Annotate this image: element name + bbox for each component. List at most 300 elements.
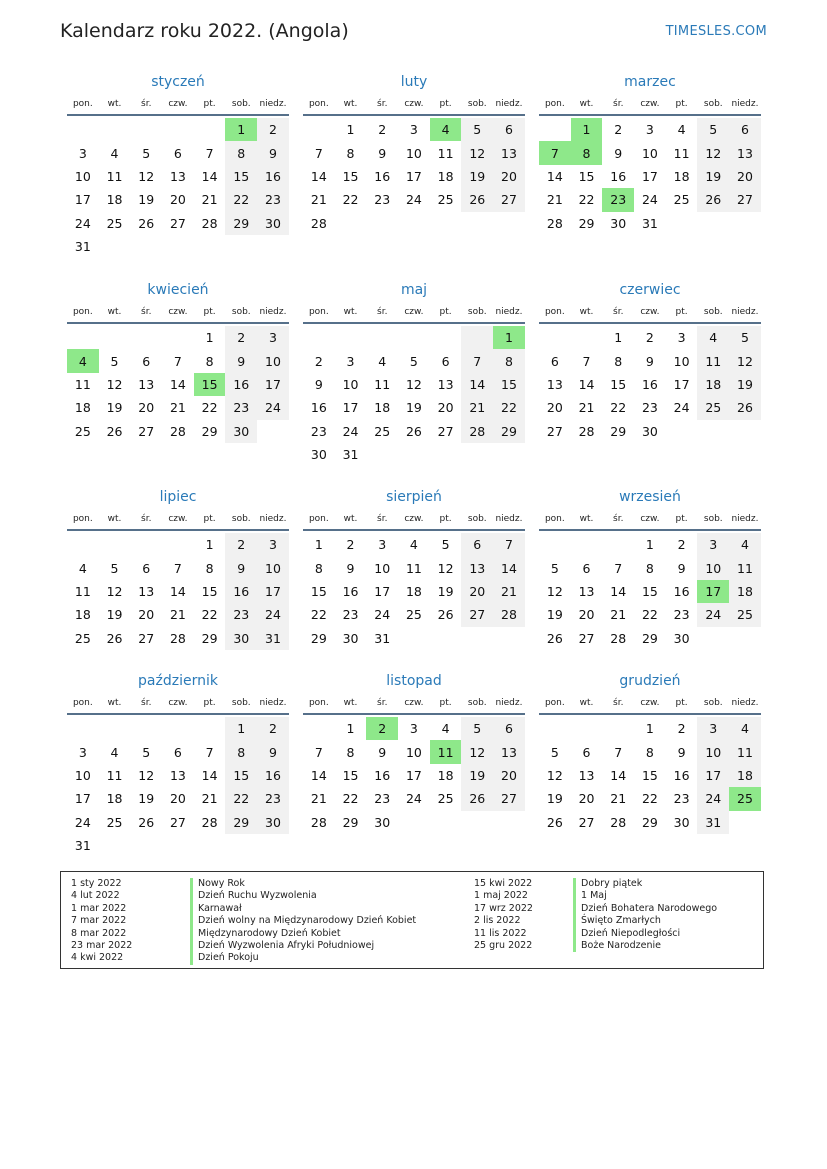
empty-day-cell — [130, 326, 162, 349]
day-cell: 27 — [138, 630, 155, 646]
month-block — [67, 72, 289, 258]
day-cell: 3 — [257, 326, 289, 349]
day-cell: 7 — [205, 744, 214, 760]
weekday-label: niedz. — [259, 99, 287, 109]
day-cell: 14 — [578, 376, 595, 392]
day-cell: 18 — [106, 791, 123, 807]
day-cell: 5 — [409, 353, 418, 369]
month-name: styczeń — [151, 74, 205, 90]
weekday-label: wt. — [343, 698, 358, 708]
weekday-label: śr. — [141, 514, 152, 524]
legend-right-names — [573, 878, 717, 952]
legend-date: 25 gru 2022 — [474, 939, 533, 951]
weekday-label: sob. — [467, 307, 487, 317]
day-cell: 20 — [138, 607, 155, 623]
day-cell: 17 — [257, 373, 289, 396]
day-cell: 3 — [697, 533, 729, 556]
day-cell: 27 — [493, 787, 525, 810]
day-cell: 3 — [78, 145, 87, 161]
holiday-day-cell: 1 — [225, 118, 257, 141]
day-cell: 22 — [641, 607, 658, 623]
day-cell: 30 — [673, 814, 690, 830]
weekday-label: pt. — [675, 307, 688, 317]
day-cell: 25 — [374, 423, 391, 439]
day-cell: 27 — [578, 814, 595, 830]
weekday-label: niedz. — [495, 514, 523, 524]
day-cell: 6 — [729, 118, 761, 141]
empty-day-cell — [130, 118, 162, 141]
day-cell: 2 — [645, 330, 654, 346]
legend-date: 17 wrz 2022 — [474, 902, 533, 914]
day-cell: 10 — [405, 145, 422, 161]
day-cell: 18 — [729, 580, 761, 603]
day-cell: 16 — [641, 376, 658, 392]
day-cell: 12 — [138, 767, 155, 783]
weekday-header — [67, 695, 289, 715]
days-grid — [539, 533, 761, 650]
weekday-label: wt. — [107, 99, 122, 109]
day-cell: 20 — [546, 400, 563, 416]
day-cell: 13 — [493, 141, 525, 164]
day-cell: 21 — [169, 400, 186, 416]
day-cell: 18 — [74, 400, 91, 416]
weekday-label: wt. — [579, 307, 594, 317]
day-cell: 7 — [614, 560, 623, 576]
day-cell: 29 — [225, 811, 257, 834]
day-cell: 2 — [257, 717, 289, 740]
weekday-label: śr. — [377, 514, 388, 524]
day-cell: 29 — [225, 212, 257, 235]
empty-day-cell — [571, 326, 603, 349]
day-cell: 6 — [550, 353, 559, 369]
legend-date: 11 lis 2022 — [474, 927, 527, 939]
day-cell: 31 — [74, 239, 91, 255]
month-block — [539, 72, 761, 235]
weekday-label: śr. — [613, 307, 624, 317]
day-cell: 6 — [461, 533, 493, 556]
day-cell: 30 — [225, 627, 257, 650]
day-cell: 23 — [225, 396, 257, 419]
day-cell: 4 — [110, 145, 119, 161]
day-cell: 1 — [205, 330, 214, 346]
day-cell: 12 — [461, 141, 493, 164]
month-name: sierpień — [386, 489, 442, 505]
day-cell: 8 — [614, 353, 623, 369]
day-cell: 7 — [493, 533, 525, 556]
day-cell: 17 — [641, 168, 658, 184]
day-cell: 22 — [493, 396, 525, 419]
empty-day-cell — [571, 717, 603, 740]
day-cell: 17 — [405, 767, 422, 783]
day-cell: 16 — [610, 168, 627, 184]
day-cell: 27 — [138, 423, 155, 439]
day-cell: 19 — [138, 791, 155, 807]
day-cell: 12 — [729, 349, 761, 372]
empty-day-cell — [303, 717, 335, 740]
day-cell: 27 — [729, 188, 761, 211]
day-cell: 11 — [729, 740, 761, 763]
day-cell: 19 — [461, 165, 493, 188]
month-name: lipiec — [159, 489, 197, 505]
weekday-label: wt. — [579, 99, 594, 109]
empty-day-cell — [130, 533, 162, 556]
days-grid — [539, 118, 761, 235]
day-cell: 2 — [346, 537, 355, 553]
legend-holiday-name: Święto Zmarłych — [581, 915, 661, 927]
day-cell: 2 — [378, 122, 387, 138]
weekday-header — [539, 695, 761, 715]
month-block — [539, 671, 761, 834]
day-cell: 2 — [614, 122, 623, 138]
day-cell: 20 — [169, 192, 186, 208]
day-cell: 5 — [142, 744, 151, 760]
weekday-label: śr. — [141, 99, 152, 109]
weekday-label: pon. — [308, 99, 329, 109]
day-cell: 5 — [729, 326, 761, 349]
day-cell: 26 — [461, 787, 493, 810]
weekday-label: czw. — [404, 307, 424, 317]
day-cell: 7 — [314, 744, 323, 760]
day-cell: 30 — [225, 420, 257, 443]
day-cell: 23 — [342, 607, 359, 623]
day-cell: 14 — [610, 583, 627, 599]
day-cell: 4 — [78, 560, 87, 576]
weekday-label: czw. — [168, 99, 188, 109]
days-grid — [303, 717, 525, 834]
day-cell: 4 — [729, 533, 761, 556]
legend-right-dates — [474, 878, 533, 952]
day-cell: 29 — [610, 423, 627, 439]
day-cell: 25 — [405, 607, 422, 623]
day-cell: 13 — [546, 376, 563, 392]
weekday-label: pt. — [675, 99, 688, 109]
day-cell: 31 — [641, 215, 658, 231]
month-name: maj — [400, 282, 428, 298]
day-cell: 21 — [546, 192, 563, 208]
weekday-label: pt. — [439, 514, 452, 524]
day-cell: 10 — [257, 556, 289, 579]
day-cell: 30 — [257, 212, 289, 235]
day-cell: 14 — [169, 583, 186, 599]
day-cell: 18 — [437, 767, 454, 783]
day-cell: 6 — [142, 560, 151, 576]
weekday-label: czw. — [640, 698, 660, 708]
day-cell: 30 — [641, 423, 658, 439]
day-cell: 10 — [374, 560, 391, 576]
day-cell: 2 — [314, 353, 323, 369]
day-cell: 7 — [173, 353, 182, 369]
day-cell: 14 — [310, 767, 327, 783]
weekday-header — [67, 304, 289, 324]
day-cell: 29 — [342, 814, 359, 830]
holiday-day-cell: 8 — [571, 141, 603, 164]
day-cell: 30 — [310, 447, 327, 463]
day-cell: 9 — [225, 349, 257, 372]
weekday-label: niedz. — [731, 698, 759, 708]
weekday-label: niedz. — [495, 698, 523, 708]
day-cell: 16 — [257, 165, 289, 188]
day-cell: 22 — [201, 400, 218, 416]
day-cell: 22 — [342, 791, 359, 807]
day-cell: 4 — [110, 744, 119, 760]
weekday-label: pon. — [308, 307, 329, 317]
day-cell: 4 — [677, 122, 686, 138]
day-cell: 31 — [374, 630, 391, 646]
day-cell: 13 — [729, 141, 761, 164]
day-cell: 8 — [493, 349, 525, 372]
weekday-label: sob. — [703, 307, 723, 317]
weekday-label: wt. — [579, 698, 594, 708]
day-cell: 3 — [409, 122, 418, 138]
days-grid — [67, 326, 289, 443]
day-cell: 24 — [74, 814, 91, 830]
day-cell: 18 — [374, 400, 391, 416]
weekday-label: niedz. — [259, 307, 287, 317]
site-brand-link[interactable]: TIMESLES.COM — [665, 24, 767, 39]
day-cell: 23 — [673, 791, 690, 807]
legend-date: 4 kwi 2022 — [71, 952, 124, 964]
day-cell: 15 — [201, 583, 218, 599]
day-cell: 30 — [257, 811, 289, 834]
empty-day-cell — [99, 533, 131, 556]
day-cell: 9 — [677, 744, 686, 760]
day-cell: 14 — [201, 767, 218, 783]
day-cell: 17 — [405, 168, 422, 184]
legend-date: 8 mar 2022 — [71, 927, 127, 939]
day-cell: 25 — [106, 215, 123, 231]
day-cell: 21 — [461, 396, 493, 419]
day-cell: 22 — [578, 192, 595, 208]
weekday-label: wt. — [343, 307, 358, 317]
day-cell: 5 — [461, 717, 493, 740]
legend-date: 2 lis 2022 — [474, 915, 521, 927]
day-cell: 22 — [610, 400, 627, 416]
empty-day-cell — [99, 717, 131, 740]
day-cell: 6 — [142, 353, 151, 369]
day-cell: 12 — [405, 376, 422, 392]
day-cell: 15 — [225, 165, 257, 188]
day-cell: 24 — [673, 400, 690, 416]
legend-holiday-name: Dzień Pokoju — [198, 952, 259, 964]
day-cell: 19 — [697, 165, 729, 188]
day-cell: 13 — [138, 376, 155, 392]
day-cell: 13 — [138, 583, 155, 599]
day-cell: 25 — [729, 603, 761, 626]
month-block — [303, 487, 525, 650]
weekday-label: czw. — [168, 698, 188, 708]
day-cell: 26 — [138, 215, 155, 231]
weekday-header — [303, 511, 525, 531]
day-cell: 27 — [578, 630, 595, 646]
day-cell: 9 — [225, 556, 257, 579]
day-cell: 1 — [614, 330, 623, 346]
day-cell: 12 — [697, 141, 729, 164]
day-cell: 14 — [310, 168, 327, 184]
day-cell: 28 — [578, 423, 595, 439]
day-cell: 11 — [729, 556, 761, 579]
days-grid — [303, 118, 525, 235]
day-cell: 28 — [169, 423, 186, 439]
month-block — [539, 487, 761, 650]
weekday-label: pon. — [544, 514, 565, 524]
day-cell: 19 — [729, 373, 761, 396]
day-cell: 30 — [610, 215, 627, 231]
weekday-label: sob. — [703, 99, 723, 109]
day-cell: 24 — [641, 192, 658, 208]
weekday-label: sob. — [467, 698, 487, 708]
day-cell: 8 — [205, 353, 214, 369]
weekday-label: sob. — [231, 514, 251, 524]
legend-date: 7 mar 2022 — [71, 915, 127, 927]
empty-day-cell — [461, 326, 493, 349]
weekday-label: pon. — [72, 698, 93, 708]
day-cell: 20 — [437, 400, 454, 416]
holiday-legend — [60, 871, 764, 969]
day-cell: 22 — [225, 787, 257, 810]
empty-day-cell — [99, 118, 131, 141]
day-cell: 17 — [342, 400, 359, 416]
day-cell: 13 — [578, 583, 595, 599]
weekday-label: śr. — [141, 307, 152, 317]
day-cell: 7 — [614, 744, 623, 760]
day-cell: 14 — [546, 168, 563, 184]
month-block — [303, 280, 525, 466]
day-cell: 22 — [310, 607, 327, 623]
day-cell: 20 — [461, 580, 493, 603]
day-cell: 16 — [257, 764, 289, 787]
empty-day-cell — [602, 717, 634, 740]
day-cell: 12 — [546, 583, 563, 599]
holiday-day-cell: 2 — [366, 717, 398, 740]
day-cell: 16 — [342, 583, 359, 599]
day-cell: 13 — [437, 376, 454, 392]
day-cell: 14 — [493, 556, 525, 579]
day-cell: 19 — [546, 791, 563, 807]
day-cell: 22 — [225, 188, 257, 211]
day-cell: 29 — [578, 215, 595, 231]
day-cell: 24 — [374, 607, 391, 623]
day-cell: 5 — [441, 537, 450, 553]
day-cell: 15 — [310, 583, 327, 599]
day-cell: 8 — [645, 744, 654, 760]
day-cell: 21 — [310, 791, 327, 807]
empty-day-cell — [539, 533, 571, 556]
weekday-label: czw. — [404, 99, 424, 109]
day-cell: 16 — [310, 400, 327, 416]
weekday-label: pon. — [544, 698, 565, 708]
weekday-label: śr. — [141, 698, 152, 708]
legend-holiday-name: Karnawał — [198, 902, 242, 914]
weekday-label: sob. — [467, 99, 487, 109]
weekday-label: czw. — [168, 307, 188, 317]
day-cell: 24 — [342, 423, 359, 439]
weekday-label: wt. — [579, 514, 594, 524]
day-cell: 11 — [437, 145, 454, 161]
day-cell: 21 — [169, 607, 186, 623]
weekday-label: pt. — [203, 514, 216, 524]
legend-date: 4 lut 2022 — [71, 890, 120, 902]
day-cell: 23 — [310, 423, 327, 439]
day-cell: 17 — [374, 583, 391, 599]
day-cell: 17 — [697, 764, 729, 787]
weekday-label: pon. — [308, 698, 329, 708]
weekday-header — [67, 511, 289, 531]
day-cell: 16 — [673, 767, 690, 783]
day-cell: 23 — [257, 787, 289, 810]
weekday-label: sob. — [703, 514, 723, 524]
legend-holiday-name: Boże Narodzenie — [581, 939, 661, 951]
weekday-label: sob. — [467, 514, 487, 524]
legend-holiday-name: Międzynarodowy Dzień Kobiet — [198, 927, 341, 939]
legend-holiday-name: Dzień Bohatera Narodowego — [581, 902, 718, 914]
day-cell: 19 — [437, 583, 454, 599]
day-cell: 11 — [697, 349, 729, 372]
day-cell: 14 — [169, 376, 186, 392]
day-cell: 3 — [697, 717, 729, 740]
weekday-label: pon. — [72, 514, 93, 524]
day-cell: 16 — [225, 373, 257, 396]
empty-day-cell — [130, 717, 162, 740]
day-cell: 15 — [342, 168, 359, 184]
day-cell: 8 — [314, 560, 323, 576]
weekday-label: czw. — [404, 698, 424, 708]
day-cell: 20 — [578, 607, 595, 623]
month-block — [539, 280, 761, 443]
day-cell: 1 — [225, 717, 257, 740]
weekday-label: wt. — [107, 514, 122, 524]
day-cell: 9 — [645, 353, 654, 369]
days-grid — [67, 118, 289, 258]
weekday-label: pt. — [439, 99, 452, 109]
day-cell: 29 — [493, 420, 525, 443]
day-cell: 25 — [106, 814, 123, 830]
day-cell: 28 — [310, 814, 327, 830]
weekday-label: niedz. — [731, 99, 759, 109]
day-cell: 27 — [437, 423, 454, 439]
empty-day-cell — [67, 717, 99, 740]
weekday-label: czw. — [640, 307, 660, 317]
day-cell: 24 — [257, 396, 289, 419]
month-block — [67, 487, 289, 650]
empty-day-cell — [539, 717, 571, 740]
day-cell: 18 — [729, 764, 761, 787]
day-cell: 12 — [546, 767, 563, 783]
day-cell: 6 — [173, 744, 182, 760]
day-cell: 11 — [106, 168, 123, 184]
day-cell: 21 — [201, 791, 218, 807]
day-cell: 29 — [641, 814, 658, 830]
weekday-header — [303, 695, 525, 715]
day-cell: 8 — [645, 560, 654, 576]
legend-holiday-name: Nowy Rok — [198, 878, 245, 889]
weekday-label: sob. — [703, 698, 723, 708]
day-cell: 22 — [641, 791, 658, 807]
day-cell: 15 — [493, 373, 525, 396]
weekday-label: wt. — [343, 99, 358, 109]
day-cell: 2 — [677, 537, 686, 553]
day-cell: 25 — [74, 630, 91, 646]
day-cell: 10 — [405, 744, 422, 760]
month-block — [67, 671, 289, 857]
day-cell: 2 — [257, 118, 289, 141]
legend-holiday-name: 1 Maj — [581, 890, 607, 902]
day-cell: 1 — [645, 537, 654, 553]
day-cell: 9 — [257, 740, 289, 763]
day-cell: 17 — [673, 376, 690, 392]
day-cell: 2 — [225, 533, 257, 556]
day-cell: 5 — [461, 118, 493, 141]
day-cell: 29 — [201, 423, 218, 439]
